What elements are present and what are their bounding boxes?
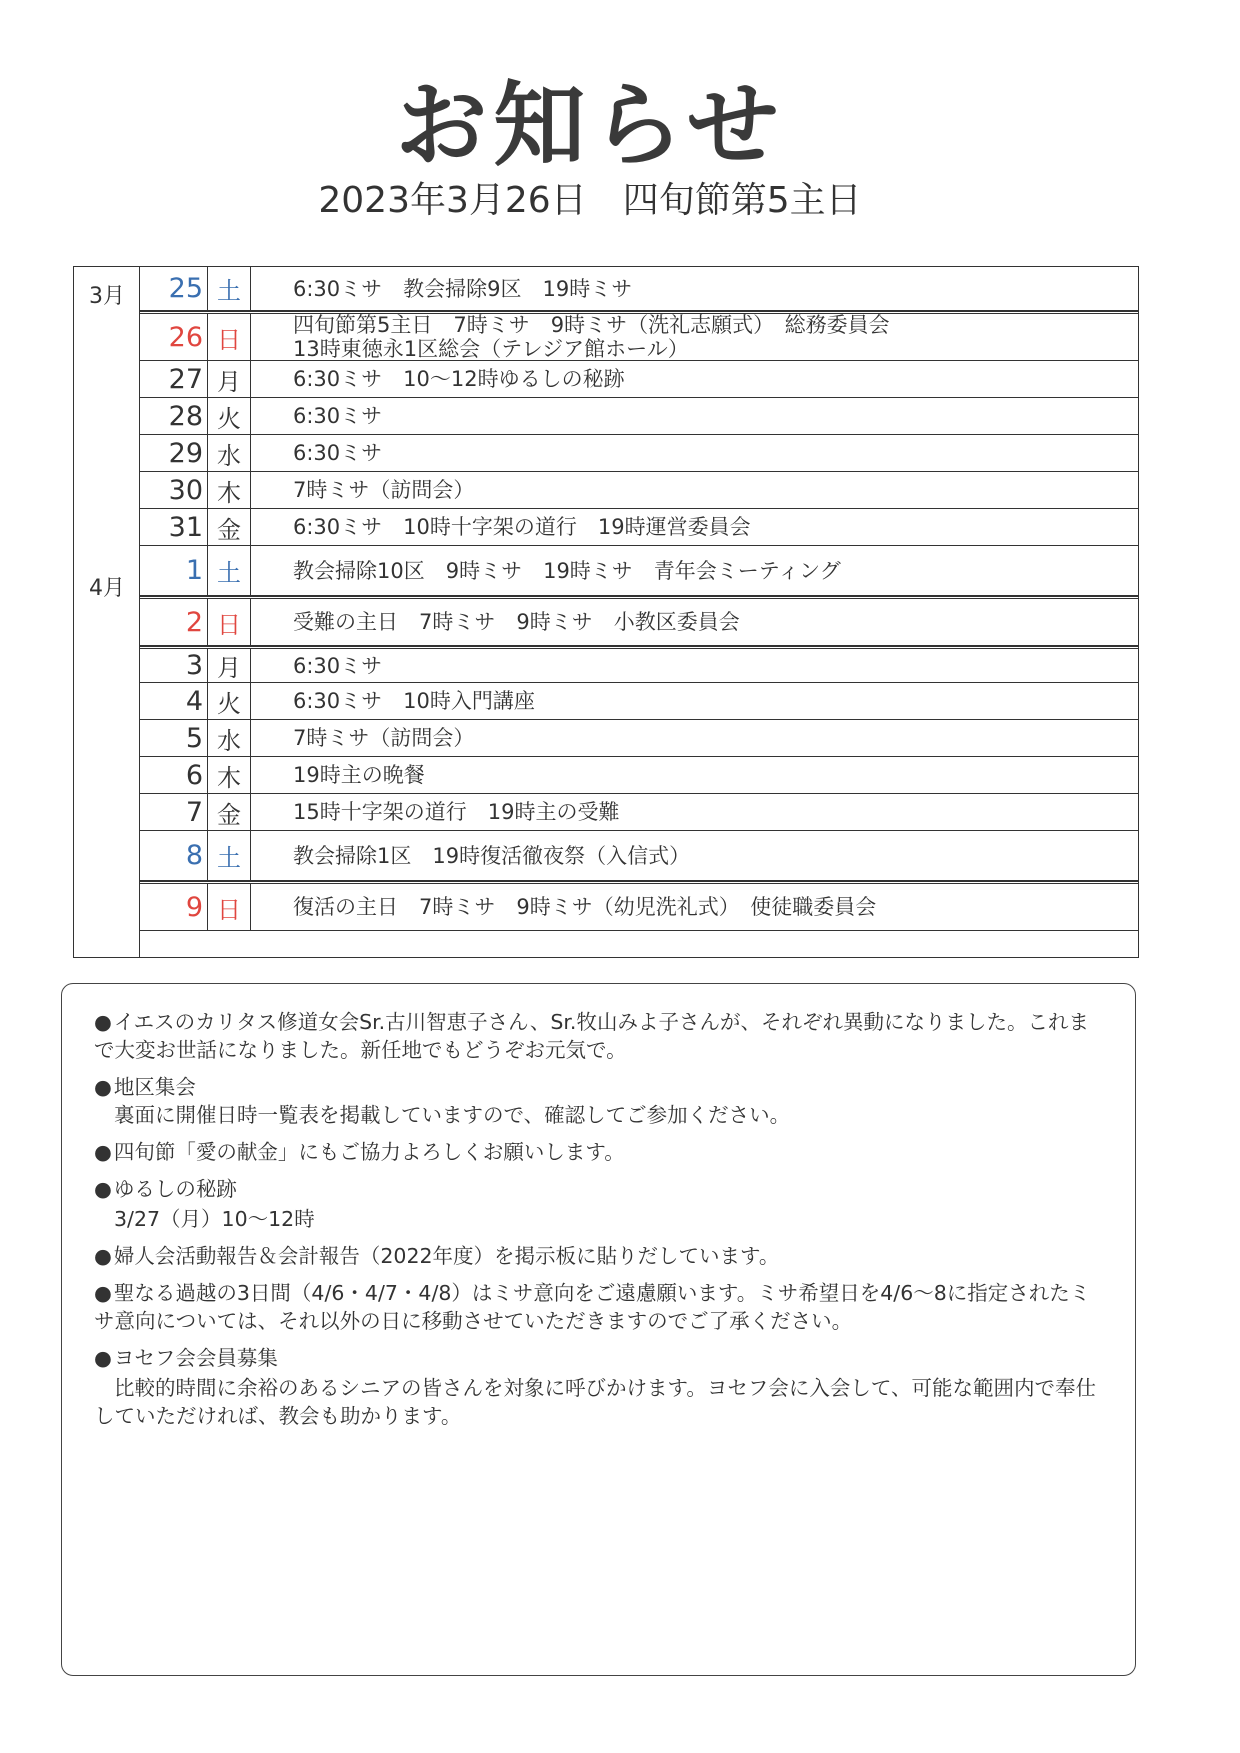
- events-cell: [251, 435, 1138, 471]
- day-number: 9: [140, 884, 208, 930]
- event-text: 四旬節第5主日 7時ミサ 9時ミサ（洗礼志願式） 総務委員会: [293, 313, 890, 337]
- event-text: 教会掃除1区 19時復活徹夜祭（入信式）: [293, 843, 691, 868]
- bullet-icon: ●: [94, 1281, 112, 1305]
- event-text: 6:30ミサ 10～12時ゆるしの秘跡: [293, 367, 625, 391]
- schedule-row: [140, 794, 1138, 831]
- schedule-row: [140, 646, 1138, 683]
- notice-text: 比較的時間に余裕のあるシニアの皆さんを対象に呼びかけます。ヨセフ会に入会して、可能な範囲内で奉仕していただければ、教会も助かります。: [94, 1376, 1096, 1428]
- event-text: 教会掃除10区 9時ミサ 19時ミサ 青年会ミーティング: [293, 558, 841, 583]
- day-number: 6: [140, 757, 208, 793]
- day-number: 3: [140, 649, 208, 682]
- day-number: 26: [140, 314, 208, 360]
- notice-box: [61, 983, 1136, 1676]
- day-number: 29: [140, 435, 208, 471]
- day-number: 7: [140, 794, 208, 830]
- notice-heading: ヨセフ会会員募集: [113, 1346, 278, 1370]
- day-number: 2: [140, 599, 208, 645]
- notice-text: 四旬節「愛の献金」にもご協力よろしくお願いします。: [113, 1140, 625, 1164]
- weekday-label: 日: [208, 884, 251, 930]
- events-cell: [251, 398, 1138, 434]
- events-cell: [251, 509, 1138, 545]
- weekday-label: 木: [208, 757, 251, 793]
- weekday-label: 火: [208, 398, 251, 434]
- notice-item: [94, 1008, 1105, 1064]
- events-cell: [251, 267, 1138, 310]
- notice-item: [94, 1344, 1105, 1372]
- events-cell: [251, 314, 1138, 360]
- events-cell: [251, 794, 1138, 830]
- bullet-icon: ●: [94, 1010, 112, 1034]
- day-number: 4: [140, 683, 208, 719]
- bullet-icon: ●: [94, 1075, 112, 1099]
- bullet-icon: ●: [94, 1140, 112, 1164]
- event-text: 19時主の晩餐: [293, 763, 425, 787]
- events-cell: [251, 472, 1138, 508]
- day-number: 1: [140, 546, 208, 595]
- weekday-label: 土: [208, 267, 251, 310]
- event-text: 7時ミサ（訪問会）: [293, 726, 475, 750]
- page-subtitle: 2023年3月26日 四旬節第5主日: [318, 180, 862, 221]
- events-cell: [251, 884, 1138, 930]
- day-number: 8: [140, 831, 208, 880]
- weekday-label: 月: [208, 649, 251, 682]
- notice-item: [94, 1073, 1105, 1101]
- day-number: 5: [140, 720, 208, 756]
- page-title: お知らせ: [395, 72, 785, 179]
- notice-heading: ゆるしの秘跡: [113, 1177, 237, 1201]
- event-text: 受難の主日 7時ミサ 9時ミサ 小教区委員会: [293, 610, 740, 634]
- event-text: 復活の主日 7時ミサ 9時ミサ（幼児洗礼式） 使徒職委員会: [293, 895, 877, 919]
- bullet-icon: ●: [94, 1244, 112, 1268]
- notice-item: [94, 1242, 1105, 1270]
- schedule-row: [140, 881, 1138, 931]
- event-text: 6:30ミサ: [293, 441, 383, 465]
- month-column: [74, 267, 140, 957]
- schedule-row: [140, 435, 1138, 472]
- schedule-row: [140, 267, 1138, 311]
- weekday-label: 土: [208, 546, 251, 595]
- notice-item: [94, 1138, 1105, 1166]
- event-text: 13時東徳永1区総会（テレジア館ホール）: [293, 337, 689, 361]
- schedule-row: [140, 472, 1138, 509]
- event-text: 15時十字架の道行 19時主の受難: [293, 800, 620, 824]
- schedule-row: [140, 596, 1138, 646]
- month-label-march: 3月: [89, 284, 125, 309]
- schedule-row: [140, 720, 1138, 757]
- schedule-rows: [140, 267, 1138, 957]
- events-cell: [251, 831, 1138, 880]
- day-number: 28: [140, 398, 208, 434]
- events-cell: [251, 683, 1138, 719]
- schedule-row: [140, 361, 1138, 398]
- events-cell: [251, 599, 1138, 645]
- bullet-icon: ●: [94, 1177, 112, 1201]
- weekday-label: 火: [208, 683, 251, 719]
- month-label-april: 4月: [89, 576, 125, 601]
- weekday-label: 金: [208, 794, 251, 830]
- weekday-label: 土: [208, 831, 251, 880]
- schedule-row: [140, 757, 1138, 794]
- schedule-row: [140, 509, 1138, 546]
- weekday-label: 月: [208, 361, 251, 397]
- notice-text: 聖なる過越の3日間（4/6・4/7・4/8）はミサ意向をご遠慮願います。ミサ希望日を4/6～8に指定されたミサ意向については、それ以外の日に移動させていただきますのでご了承ください。: [94, 1281, 1091, 1333]
- weekday-label: 水: [208, 720, 251, 756]
- weekday-label: 水: [208, 435, 251, 471]
- notice-text: 3/27（月）10～12時: [114, 1207, 315, 1231]
- weekday-label: 木: [208, 472, 251, 508]
- event-text: 6:30ミサ 10時入門講座: [293, 689, 535, 713]
- events-cell: [251, 757, 1138, 793]
- day-number: 27: [140, 361, 208, 397]
- schedule-row: [140, 831, 1138, 881]
- events-cell: [251, 720, 1138, 756]
- schedule-table: [73, 266, 1139, 958]
- schedule-row: [140, 311, 1138, 361]
- day-number: 25: [140, 267, 208, 310]
- day-number: 30: [140, 472, 208, 508]
- notice-text: 婦人会活動報告＆会計報告（2022年度）を掲示板に貼りだしています。: [113, 1244, 780, 1268]
- notice-item: [94, 1175, 1105, 1203]
- day-number: 31: [140, 509, 208, 545]
- events-cell: [251, 361, 1138, 397]
- schedule-row: [140, 683, 1138, 720]
- notice-item: [94, 1279, 1105, 1335]
- notice-text: 裏面に開催日時一覧表を掲載していますので、確認してご参加ください。: [114, 1103, 791, 1127]
- weekday-label: 日: [208, 599, 251, 645]
- event-text: 7時ミサ（訪問会）: [293, 478, 475, 502]
- event-text: 6:30ミサ: [293, 653, 383, 678]
- event-text: 6:30ミサ 10時十字架の道行 19時運営委員会: [293, 515, 751, 539]
- event-text: 6:30ミサ: [293, 404, 383, 428]
- schedule-row: [140, 398, 1138, 435]
- weekday-label: 日: [208, 314, 251, 360]
- schedule-row: [140, 546, 1138, 596]
- event-text: 6:30ミサ 教会掃除9区 19時ミサ: [293, 276, 633, 301]
- events-cell: [251, 546, 1138, 595]
- weekday-label: 金: [208, 509, 251, 545]
- bullet-icon: ●: [94, 1346, 112, 1370]
- notice-heading: 地区集会: [113, 1075, 196, 1099]
- notice-text: イエスのカリタス修道女会Sr.古川智恵子さん、Sr.牧山みよ子さんが、それぞれ異動になりました。これまで大変お世話になりました。新任地でもどうぞお元気で。: [94, 1010, 1089, 1062]
- events-cell: [251, 649, 1138, 682]
